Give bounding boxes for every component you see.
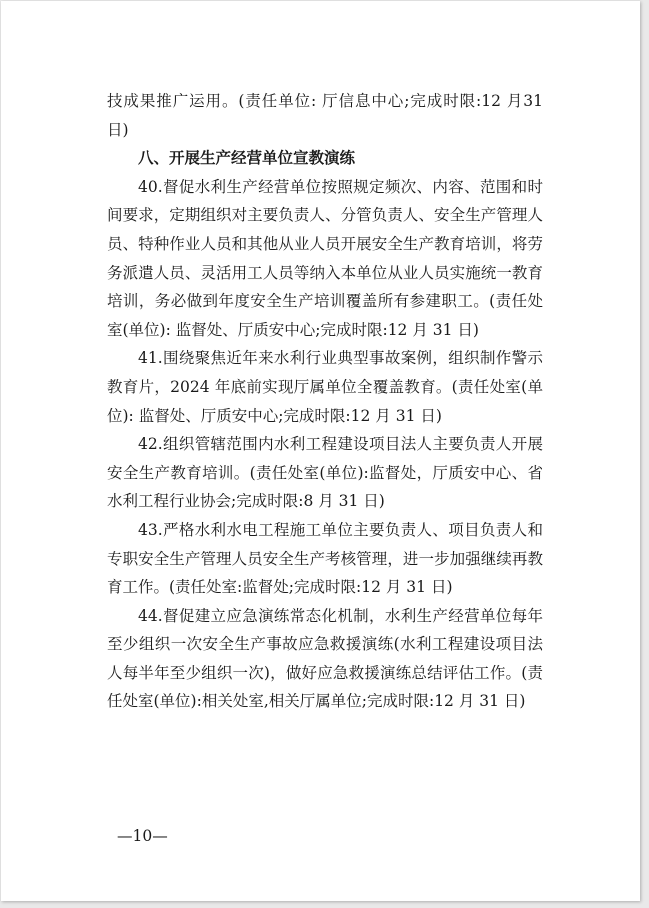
item-42: 42.组织管辖范围内水利工程建设项目法人主要负责人开展安全生产教育培训。(责任处室(单位):监督处，厅质安中心、省水利工程行业协会;完成时限:8 月 31 日)	[107, 435, 543, 511]
item-40: 40.督促水利生产经营单位按照规定频次、内容、范围和时间要求，定期组织对主要负责人、分管负责人、安全生产管理人员、特种作业人员和其他从业人员开展安全生产教育培训，将劳务派遣人员、灵活用工人员等纳入本单位从业人员实施统一教育培训，务必做到年度安全生产培训覆盖所有参建职工。(责任处室(单位): 监督处、厅质安中心;完成时限:12 月 31 日)	[107, 177, 543, 339]
section-heading-8: 八、开展生产经营单位宣教演练	[138, 148, 356, 168]
item-43: 43.严格水利水电工程施工单位主要负责人、项目负责人和专职安全生产管理人员安全生产考核管理，进一步加强继续再教育工作。(责任处室:监督处;完成时限:12 月 31 日)	[107, 520, 543, 597]
document-page	[1, 1, 640, 901]
item-44: 44.督促建立应急演练常态化机制，水利生产经营单位每年至少组织一次安全生产事故应急救援演练(水利工程建设项目法人每半年至少组织一次)，做好应急救援演练总结评估工作。(责任处室(单位):相关处室,相关厅属单位;完成时限:12 月 31 日)	[107, 606, 543, 711]
item-41: 41.围绕聚焦近年来水利行业典型事故案例，组织制作警示教育片，2024 年底前实现厅属单位全覆盖教育。(责任处室(单位): 监督处、厅质安中心;完成时限:12 月 31 日)	[107, 349, 543, 425]
paragraph-continuation: 技成果推广运用。(责任单位: 厅信息中心;完成时限:12 月31 日)	[107, 92, 543, 139]
document-body	[107, 87, 543, 716]
page-number: —10—	[117, 827, 168, 845]
